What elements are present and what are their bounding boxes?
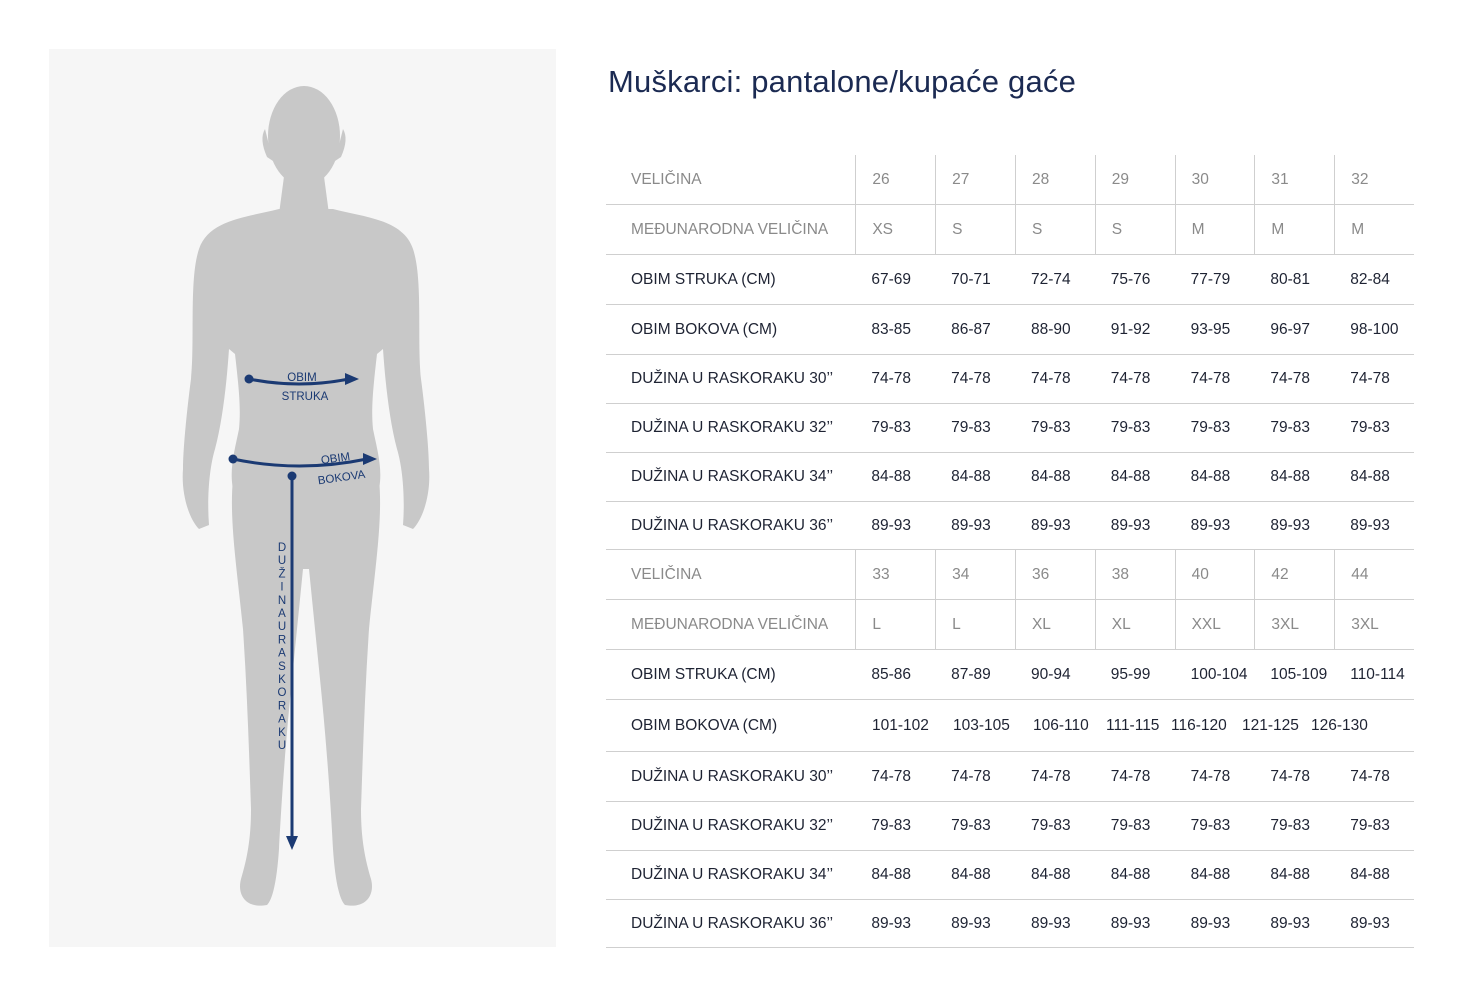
inseam-label-letter: I [280,581,284,594]
table-row [606,404,1414,453]
male-silhouette-illustration [49,49,556,947]
inseam-label-letter: O [277,687,287,700]
size-value-cell: 74-78 [1270,370,1311,387]
size-value-cell: 79-83 [951,817,991,834]
size-value-cell: 90-94 [1030,665,1071,683]
size-value-cell: 89-93 [871,516,911,534]
size-value-cell: 79-83 [1350,419,1390,436]
size-value-cell: 30 [1175,155,1255,204]
size-value-cell: 105-109 [1270,665,1328,683]
row-label: DUŽINA U RASKORAKU 34’’ [631,866,834,883]
size-value-cell: 74-78 [1190,370,1231,387]
size-value-cell: 79-83 [1110,817,1151,834]
inseam-label-letter: Ž [278,568,286,581]
row-label: OBIM STRUKA (CM) [631,270,776,288]
size-value-cell: 74-78 [951,767,991,785]
size-value-cell: 3XL [1334,600,1414,649]
table-row [606,305,1414,355]
table-row [606,155,1414,205]
size-value-cell: 80-81 [1270,270,1311,288]
row-label: OBIM BOKOVA (CM) [631,320,778,338]
size-value-cell: 89-93 [1030,516,1071,534]
size-value-cell: 74-78 [1030,370,1071,387]
size-value-cell: 74-78 [1110,767,1151,785]
inseam-label-letter: U [277,555,287,568]
size-value-cell: 111-115 [1106,716,1160,734]
size-value-cell: 85-86 [871,665,911,683]
row-label: DUŽINA U RASKORAKU 30’’ [631,767,834,785]
size-value-cell: 100-104 [1190,665,1248,683]
size-value-cell: 89-93 [951,516,991,534]
size-value-cell: 79-83 [1350,817,1390,834]
size-value-cell: 79-83 [871,419,911,436]
row-label: VELIČINA [631,170,702,188]
size-value-cell: 77-79 [1190,270,1231,288]
size-value-cell: 84-88 [1110,468,1151,485]
size-value-cell: 88-90 [1030,320,1071,338]
hip-start-dot [229,455,238,464]
size-value-cell: 44 [1334,550,1414,599]
size-value-cell: 75-76 [1110,270,1151,288]
size-value-cell: 89-93 [871,914,911,932]
size-value-cell: M [1254,205,1334,254]
size-value-cell: 33 [855,550,935,599]
table-row [606,650,1414,700]
size-value-cell: 84-88 [951,468,991,485]
row-label: MEĐUNARODNA VELIČINA [631,615,829,633]
table-row [606,550,1414,600]
inseam-label-letter: S [278,660,286,673]
inseam-label-letter: N [277,594,287,607]
row-label: DUŽINA U RASKORAKU 34’’ [631,468,834,485]
size-value-cell: 84-88 [1350,866,1390,883]
size-value-cell: 126-130 [1311,716,1368,734]
size-value-cell: 31 [1254,155,1334,204]
size-value-cell: 83-85 [871,320,911,338]
size-value-cell: 96-97 [1270,320,1311,338]
size-value-cell: 27 [935,155,1015,204]
size-value-cell: 72-74 [1030,270,1071,288]
size-value-cell: M [1334,205,1414,254]
table-row [606,502,1414,550]
inseam-label-letter: U [277,621,287,634]
table-row [606,453,1414,502]
size-value-cell: 89-93 [1110,516,1151,534]
size-value-cell: 79-83 [1030,817,1071,834]
size-value-cell: 84-88 [1270,468,1311,485]
size-value-cell: 74-78 [1110,370,1151,387]
table-row [606,255,1414,305]
hip-label-line2: BOKOVA [317,468,367,488]
size-value-cell: 32 [1334,155,1414,204]
size-value-cell: 70-71 [951,270,991,288]
size-value-cell: 89-93 [1350,914,1390,932]
size-value-cell: 84-88 [951,866,991,883]
size-value-cell: 84-88 [1030,468,1071,485]
inseam-label-letter: R [277,634,287,647]
size-value-cell: 74-78 [1190,767,1231,785]
size-value-cell: 89-93 [1190,516,1231,534]
size-value-cell: 42 [1254,550,1334,599]
table-row [606,802,1414,851]
size-value-cell: 79-83 [1270,817,1311,834]
size-value-cell: XL [1015,600,1095,649]
size-value-cell: 86-87 [951,320,991,338]
size-value-cell: 106-110 [1033,716,1089,734]
row-label: DUŽINA U RASKORAKU 32’’ [631,817,834,834]
size-value-cell: 89-93 [1350,516,1390,534]
size-value-cell: L [855,600,935,649]
size-value-cell: XXL [1175,600,1255,649]
size-value-cell: 79-83 [1190,419,1231,436]
size-value-cell: 34 [935,550,1015,599]
size-value-cell: 103-105 [953,716,1010,734]
size-value-cell: 89-93 [1270,516,1311,534]
row-label: VELIČINA [631,565,702,583]
size-value-cell: 38 [1095,550,1175,599]
table-row [606,700,1414,752]
size-value-cell: 93-95 [1190,320,1231,338]
size-value-cell: 74-78 [1350,370,1390,387]
size-value-cell: 89-93 [1030,914,1071,932]
inseam-label [278,542,287,752]
size-value-cell: XS [855,205,935,254]
page-title: Muškarci: pantalone/kupaće gaće [608,64,1077,99]
size-value-cell: 79-83 [1110,419,1151,436]
inseam-label-letter: R [277,700,287,713]
row-label: DUŽINA U RASKORAKU 30’’ [631,370,834,387]
size-value-cell: 29 [1095,155,1175,204]
size-value-cell: 79-83 [1190,817,1231,834]
row-label: DUŽINA U RASKORAKU 36’’ [631,516,834,534]
size-value-cell: 84-88 [1270,866,1311,883]
size-value-cell: L [935,600,1015,649]
row-label: OBIM BOKOVA (CM) [631,716,778,734]
table-row [606,600,1414,650]
inseam-label-letter: K [278,726,286,739]
size-value-cell: 74-78 [1030,767,1071,785]
size-value-cell: S [1095,205,1175,254]
size-value-cell: 87-89 [951,665,991,683]
size-value-cell: 84-88 [871,866,911,883]
row-label: MEĐUNARODNA VELIČINA [631,220,829,238]
hip-label-line1: OBIM [320,451,351,468]
size-value-cell: 67-69 [871,270,911,288]
size-value-cell: 36 [1015,550,1095,599]
inseam-label-letter: U [277,740,287,752]
size-value-cell: 79-83 [951,419,991,436]
size-value-cell: 84-88 [1190,468,1231,485]
inseam-label-letter: A [278,647,286,660]
inseam-label-letter: A [278,608,286,620]
size-value-cell: 91-92 [1110,320,1151,338]
size-value-cell: 89-93 [1110,914,1151,932]
size-value-cell: S [935,205,1015,254]
size-value-cell: 74-78 [1270,767,1311,785]
size-value-cell: 98-100 [1350,320,1399,338]
size-value-cell: 79-83 [1030,419,1071,436]
size-value-cell: 74-78 [951,370,991,387]
row-label: DUŽINA U RASKORAKU 32’’ [631,419,834,436]
body-silhouette [183,86,430,906]
waist-label-line1: OBIM [287,372,317,384]
size-value-cell: 84-88 [1190,866,1231,883]
inseam-start-dot [288,472,297,481]
size-value-cell: 74-78 [871,370,911,387]
size-value-cell: 84-88 [1110,866,1151,883]
inseam-label-letter: A [278,713,286,726]
size-value-cell: 40 [1175,550,1255,599]
size-value-cell: 89-93 [1190,914,1231,932]
inseam-arrowhead [286,836,298,850]
size-value-cell: 101-102 [872,716,929,734]
inseam-label-letter: K [278,674,286,686]
size-value-cell: 3XL [1254,600,1334,649]
size-value-cell: 89-93 [951,914,991,932]
size-value-cell: M [1175,205,1255,254]
row-label: OBIM STRUKA (CM) [631,665,776,683]
size-value-cell: XL [1095,600,1175,649]
size-value-cell: 74-78 [1350,767,1390,785]
inseam-label-letter: D [277,542,287,554]
size-value-cell: 79-83 [1270,419,1311,436]
size-value-cell: 26 [855,155,935,204]
table-row [606,900,1414,948]
size-value-cell: 84-88 [1030,866,1071,883]
table-row [606,355,1414,404]
table-row [606,752,1414,802]
body-measurement-figure [49,49,556,947]
size-value-cell: 121-125 [1242,716,1299,734]
waist-label-line2: STRUKA [281,391,329,403]
size-value-cell: 84-88 [871,468,911,485]
size-value-cell: 89-93 [1270,914,1311,932]
size-value-cell: 82-84 [1350,270,1390,288]
size-value-cell: S [1015,205,1095,254]
table-row [606,851,1414,900]
table-row [606,205,1414,255]
row-label: DUŽINA U RASKORAKU 36’’ [631,914,834,932]
size-value-cell: 79-83 [871,817,911,834]
size-value-cell: 116-120 [1171,716,1227,734]
size-value-cell: 74-78 [871,767,911,785]
size-value-cell: 28 [1015,155,1095,204]
size-value-cell: 84-88 [1350,468,1390,485]
size-value-cell: 95-99 [1110,665,1151,683]
size-value-cell: 110-114 [1350,665,1405,683]
waist-start-dot [245,375,254,384]
